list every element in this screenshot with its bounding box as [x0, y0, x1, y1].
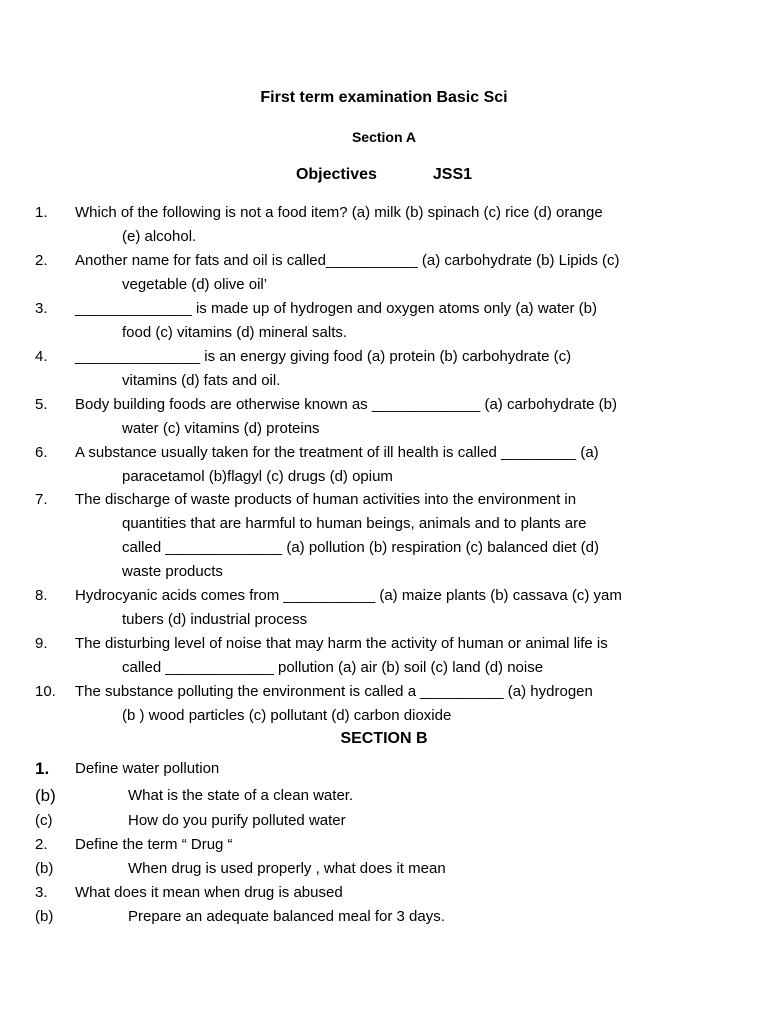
question-number: 4. — [35, 348, 48, 365]
question-number: 10. — [35, 683, 56, 700]
item-label: (b) — [35, 860, 54, 877]
question-number: 6. — [35, 444, 48, 461]
question-text: Another name for fats and oil is called___________ (a) carbohydrate (b) Lipids (c) — [75, 252, 620, 269]
question-text-continued: water (c) vitamins (d) proteins — [122, 420, 320, 437]
item-label: 2. — [35, 836, 48, 853]
question-number: 5. — [35, 396, 48, 413]
item-label: (b) — [35, 908, 54, 925]
item-text: Define water pollution — [75, 760, 220, 777]
question-text-continued: called _____________ pollution (a) air (b) soil (c) land (d) noise — [122, 659, 544, 676]
item-label: (c) — [35, 812, 53, 829]
question-text-continued: tubers (d) industrial process — [122, 611, 308, 628]
class-label: JSS1 — [432, 166, 473, 183]
question-text: _______________ is an energy giving food (a) protein (b) carbohydrate (c) — [75, 348, 572, 365]
question-number: 7. — [35, 491, 48, 508]
question-text: The discharge of waste products of human activities into the environment in — [75, 491, 577, 508]
question-number: 9. — [35, 635, 48, 652]
question-text-continued: food (c) vitamins (d) mineral salts. — [122, 324, 348, 341]
question-text: ______________ is made up of hydrogen and oxygen atoms only (a) water (b) — [75, 300, 598, 317]
question-text: A substance usually taken for the treatment of ill health is called _________ (a) — [75, 444, 599, 461]
section-a-heading: Section A — [351, 129, 417, 145]
question-text: Which of the following is not a food item? (a) milk (b) spinach (c) rice (d) orange — [75, 204, 603, 221]
question-text-continued: called ______________ (a) pollution (b) respiration (c) balanced diet (d) — [122, 539, 599, 556]
question-text: Body building foods are otherwise known as _____________ (a) carbohydrate (b) — [75, 396, 618, 413]
question-text: Hydrocyanic acids comes from ___________ (a) maize plants (b) cassava (c) yam — [75, 587, 622, 604]
question-text-continued: waste products — [122, 563, 223, 580]
question-text-continued: (e) alcohol. — [122, 228, 197, 245]
item-label: 1. — [35, 759, 50, 778]
question-text: The substance polluting the environment is called a __________ (a) hydrogen — [75, 683, 593, 700]
item-text: What does it mean when drug is abused — [75, 884, 343, 901]
question-number: 1. — [35, 204, 48, 221]
item-text: Define the term “ Drug “ — [75, 836, 233, 853]
question-number: 8. — [35, 587, 48, 604]
item-text: When drug is used properly , what does it mean — [128, 860, 446, 877]
question-number: 2. — [35, 252, 48, 269]
item-text: Prepare an adequate balanced meal for 3 days. — [128, 908, 445, 925]
question-text-continued: quantities that are harmful to human beings, animals and to plants are — [122, 515, 587, 532]
item-label: 3. — [35, 884, 48, 901]
item-text: What is the state of a clean water. — [128, 787, 354, 804]
objectives-label: Objectives — [295, 166, 377, 183]
item-label: (b) — [35, 786, 56, 805]
question-text-continued: paracetamol (b)flagyl (c) drugs (d) opium — [122, 468, 393, 485]
question-text-continued: vegetable (d) olive oil’ — [122, 276, 268, 293]
item-text: How do you purify polluted water — [128, 812, 346, 829]
question-text-continued: vitamins (d) fats and oil. — [122, 372, 281, 389]
question-text-continued: (b ) wood particles (c) pollutant (d) carbon dioxide — [122, 707, 452, 724]
question-number: 3. — [35, 300, 48, 317]
objectives-heading — [0, 166, 768, 184]
page-title: First term examination Basic Sci — [260, 89, 508, 106]
question-text: The disturbing level of noise that may harm the activity of human or animal life is — [75, 635, 608, 652]
section-b-heading: SECTION B — [340, 730, 428, 747]
